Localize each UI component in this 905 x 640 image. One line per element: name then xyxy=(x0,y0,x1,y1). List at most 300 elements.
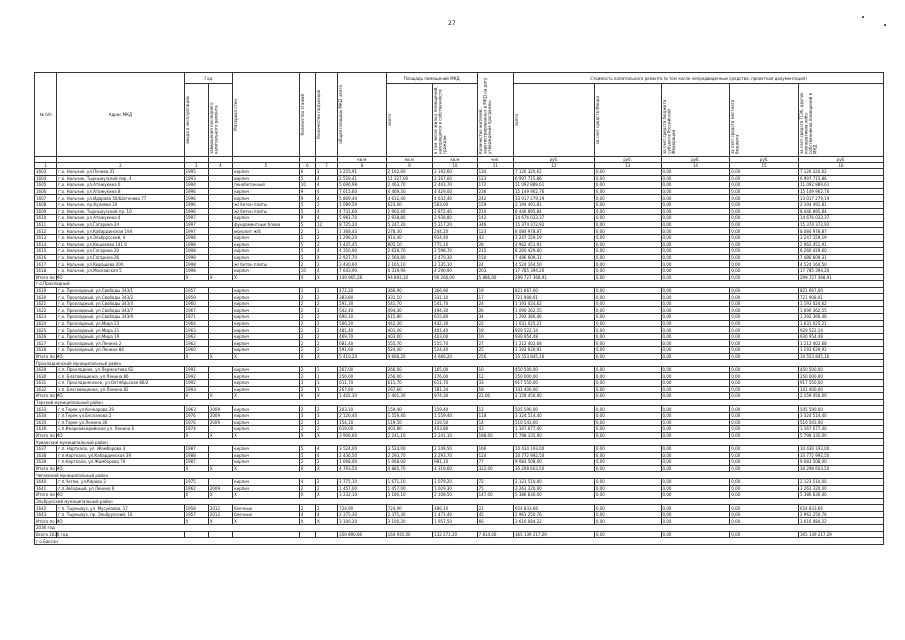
table-cell: 322,00 xyxy=(477,465,513,472)
table-cell: 2 192,60 xyxy=(386,169,432,176)
table-cell: 4 xyxy=(315,215,337,222)
table-cell: 2 167,00 xyxy=(433,175,477,182)
table-cell: 3 524,00 xyxy=(338,445,387,452)
table-cell: 1 368,43 xyxy=(338,228,387,235)
table-cell: 0,00 xyxy=(594,175,661,182)
table-cell: 1957 xyxy=(184,287,208,294)
table-cell: 1639 xyxy=(35,459,57,466)
table-cell: 0,00 xyxy=(661,419,730,426)
table-cell: 1607 xyxy=(35,195,57,202)
section-header-row xyxy=(35,538,884,545)
table-cell: 0,00 xyxy=(661,380,730,387)
table-cell: 611,70 xyxy=(386,380,432,387)
table-cell: 1 193 024,62 xyxy=(798,300,883,307)
table-cell: 0,00 xyxy=(594,373,661,380)
table-cell: X xyxy=(299,465,315,472)
table-cell: г.о. Прохладный, ул.Свободы 343/1 xyxy=(57,287,184,294)
table-cell: 2009 xyxy=(208,406,232,413)
table-cell xyxy=(299,531,315,538)
table-cell: 1 425,45 xyxy=(338,241,387,248)
table-cell: блочные xyxy=(233,511,300,518)
table-cell: 11 092 889,61 xyxy=(514,182,595,189)
table-cell: кирпич xyxy=(233,314,300,321)
table-cell: 1613 xyxy=(35,234,57,241)
table-cell: 0,00 xyxy=(730,406,799,413)
table-cell: 4 429,00 xyxy=(433,188,477,195)
table-cell: г.о. Нальчик, ул.Атажукина 4 xyxy=(57,215,184,222)
header-total-area: общая площадь МКД, всего xyxy=(338,85,344,144)
table-cell: 450 500,00 xyxy=(798,366,883,373)
table-cell: X xyxy=(184,492,208,499)
table-cell: 403,80 xyxy=(386,426,432,433)
table-row xyxy=(35,228,884,235)
table-cell: 0,00 xyxy=(594,353,661,360)
table-cell: 2 xyxy=(299,287,315,294)
table-cell: 299 727 368,91 xyxy=(798,274,883,281)
table-cell: 2 436,50 xyxy=(338,452,387,459)
table-cell: X xyxy=(299,393,315,400)
table-cell: 210 xyxy=(477,208,513,215)
table-cell: 0,00 xyxy=(730,366,799,373)
table-cell: 119,50 xyxy=(433,419,477,426)
table-cell: 15 149 962,76 xyxy=(798,188,883,195)
table-cell: 0,00 xyxy=(594,294,661,301)
table-cell: 0,00 xyxy=(661,188,730,195)
table-cell: 4 290,90 xyxy=(433,267,477,274)
table-cell: 33 xyxy=(477,380,513,387)
table-cell: г.о. Нальчик, ул.Московская 5 xyxy=(57,267,184,274)
header-cost-regional: за счет средств бюджета субъекта Российской Федерации xyxy=(661,99,676,154)
table-cell: 0,00 xyxy=(661,267,730,274)
table-cell: 15 374 372,92 xyxy=(514,221,595,228)
table-cell: г.о. Прохладный, ул.Мира 23 xyxy=(57,320,184,327)
table-cell: 5 xyxy=(299,221,315,228)
header-cost-owners: за счет средств ТСЖ, других кооперативов либо собственников помещений в МКД xyxy=(798,92,818,154)
table-row xyxy=(35,287,884,294)
table-cell: 2 470,30 xyxy=(433,254,477,261)
table-cell: X xyxy=(315,492,337,499)
table-cell: 2 403,70 xyxy=(386,182,432,189)
table-cell: 1 457,00 xyxy=(386,485,432,492)
table-cell: 0,00 xyxy=(730,373,799,380)
table-row xyxy=(35,320,884,327)
table-cell xyxy=(208,294,232,301)
table-cell: 7 643,90 xyxy=(338,267,387,274)
section-header-row xyxy=(35,399,884,406)
table-cell: 2 xyxy=(315,300,337,307)
table-cell xyxy=(208,366,232,373)
table-cell: 1998 xyxy=(184,248,208,255)
table-cell: 0,00 xyxy=(730,300,799,307)
table-cell: X xyxy=(208,274,232,281)
table-cell: 75 xyxy=(477,485,513,492)
table-cell xyxy=(315,531,337,538)
table-cell: 0,00 xyxy=(594,380,661,387)
table-cell xyxy=(57,274,184,281)
column-index-cell: 3 xyxy=(184,163,208,169)
table-cell: 2 123 510,00 xyxy=(514,478,595,485)
table-cell: 0,00 xyxy=(730,287,799,294)
table-cell: 5 xyxy=(299,208,315,215)
table-cell: 9 083 508,00 xyxy=(514,459,595,466)
table-row xyxy=(35,267,884,274)
table-cell: 0,00 xyxy=(594,221,661,228)
table-cell: 94 893,10 xyxy=(386,274,432,281)
table-cell: 1604 xyxy=(35,175,57,182)
table-cell: 1 031 025,21 xyxy=(514,320,595,327)
table-cell: 1 402,30 xyxy=(338,393,387,400)
table-row xyxy=(35,201,884,208)
page-number: 27 xyxy=(448,20,456,27)
table-cell: 1642 xyxy=(35,505,57,512)
table-cell: 1 193 629,91 xyxy=(798,347,883,354)
table-cell: 0,00 xyxy=(594,307,661,314)
table-cell: кирпич xyxy=(233,169,300,176)
table-cell: 2 194 491,81 xyxy=(514,201,595,208)
table-cell: 0,00 xyxy=(594,432,661,439)
table-cell: г.п. Тырныауз, пр. Эльбрусский, 16 xyxy=(57,511,184,518)
table-cell: 0,00 xyxy=(594,492,661,499)
subtotal-row xyxy=(35,465,884,472)
subtotal-row xyxy=(35,492,884,499)
table-cell: 263 xyxy=(477,267,513,274)
table-cell: 2 xyxy=(299,314,315,321)
table-cell: 0,00 xyxy=(594,228,661,235)
unit-cell: руб. xyxy=(661,157,730,163)
table-cell: г.о. Нальчик, ул.Кешокова 141 б xyxy=(57,241,184,248)
table-cell: 0,00 xyxy=(661,201,730,208)
section-title: Прохладненский муниципальный район xyxy=(35,360,884,367)
table-cell xyxy=(208,201,232,208)
table-cell: ж/ бетон плиты xyxy=(233,201,300,208)
table-cell: 1963 xyxy=(184,327,208,334)
table-cell: 0,00 xyxy=(730,511,799,518)
table-cell: 331,10 xyxy=(433,294,477,301)
table-cell: 6 997 715,86 xyxy=(514,175,595,182)
table-cell: 2 375,30 xyxy=(338,511,387,518)
table-cell: 2 xyxy=(315,287,337,294)
table-cell: 0,00 xyxy=(594,333,661,340)
table-cell: 0,00 xyxy=(730,221,799,228)
table-cell xyxy=(208,175,232,182)
table-cell: 2 xyxy=(299,228,315,235)
table-cell: X xyxy=(184,432,208,439)
table-cell: 3 263 320,00 xyxy=(514,485,595,492)
table-cell: 821 667,00 xyxy=(514,287,595,294)
table-cell: 1998 xyxy=(184,267,208,274)
table-row xyxy=(35,459,884,466)
table-cell: 346 xyxy=(477,221,513,228)
table-cell: 775,10 xyxy=(433,241,477,248)
table-cell: 1 xyxy=(315,373,337,380)
table-cell: 0,00 xyxy=(594,426,661,433)
table-cell: 1 212 402,68 xyxy=(514,340,595,347)
table-cell: 403,00 xyxy=(386,333,432,340)
table-cell: 3 xyxy=(299,380,315,387)
table-row xyxy=(35,175,884,182)
table-cell: кирпич xyxy=(233,175,300,182)
table-cell: 24 xyxy=(477,300,513,307)
table-cell: 2 xyxy=(299,406,315,413)
table-cell: 0,00 xyxy=(594,419,661,426)
table-cell: Итого по МО xyxy=(36,466,63,472)
table-cell: 1631 xyxy=(35,380,57,387)
section-title: г.о.Баксан xyxy=(35,538,884,545)
table-cell xyxy=(208,314,232,321)
table-cell: 2009 xyxy=(208,412,232,419)
table-cell xyxy=(208,208,232,215)
table-cell: 132 271,20 xyxy=(433,531,477,538)
table-cell: 2 559,41 xyxy=(338,175,387,182)
table-cell: 2 xyxy=(299,261,315,268)
table-row xyxy=(35,182,884,189)
table-cell: г.о. Нальчик, ул.Атажукина 8 xyxy=(57,188,184,195)
table-cell: 4 524 164,50 xyxy=(514,261,595,268)
table-cell: 541,70 xyxy=(386,300,432,307)
table-cell: X xyxy=(184,353,208,360)
subtotal-row xyxy=(35,518,884,525)
table-cell: 1 167 677,40 xyxy=(798,426,883,433)
table-cell: 4 xyxy=(315,248,337,255)
table-cell: 18 xyxy=(477,386,513,393)
table-cell: кирпич xyxy=(233,333,300,340)
table-cell: г.п. Тырныауз, ул. Мусукаева, 17 xyxy=(57,505,184,512)
table-cell: 5 410,20 xyxy=(338,353,387,360)
table-cell: 149 965,28 xyxy=(338,274,387,281)
table-cell: 1959 xyxy=(184,294,208,301)
table-cell: 11 327,00 xyxy=(386,175,432,182)
table-cell: 4 632,40 xyxy=(386,195,432,202)
table-cell: 0,00 xyxy=(594,248,661,255)
column-index-cell: 8 xyxy=(338,163,387,169)
table-cell: X xyxy=(299,492,315,499)
table-cell: 2 xyxy=(315,459,337,466)
table-body xyxy=(35,169,884,545)
table-cell: 3 xyxy=(315,412,337,419)
table-cell: 4 632,40 xyxy=(433,195,477,202)
table-cell: X xyxy=(315,393,337,400)
table-cell: 90 266,00 xyxy=(433,274,477,281)
table-cell: 2 xyxy=(299,373,315,380)
table-cell: 510 543,00 xyxy=(514,419,595,426)
table-cell: кирпич xyxy=(233,445,300,452)
table-cell: 5 981,70 xyxy=(338,215,387,222)
table-cell: г.о. Прохладный, ул.Мира 21 xyxy=(57,327,184,334)
capital-repair-table xyxy=(34,72,884,545)
table-cell: кирпич xyxy=(233,254,300,261)
table-cell: 0,00 xyxy=(730,459,799,466)
table-cell: 555,70 xyxy=(433,340,477,347)
table-cell: 403,00 xyxy=(433,333,477,340)
table-cell: 19 xyxy=(477,333,513,340)
table-cell: 583,00 xyxy=(433,201,477,208)
table-cell: 1 193 024,62 xyxy=(514,300,595,307)
table-cell: 8 446 895,84 xyxy=(798,208,883,215)
table-cell: 27 xyxy=(477,340,513,347)
column-index-cell: 6 xyxy=(299,163,315,169)
table-cell: 2 xyxy=(315,505,337,512)
table-cell: X xyxy=(208,432,232,439)
table-cell: 1996 xyxy=(184,208,208,215)
table-cell: 0,00 xyxy=(730,294,799,301)
table-cell: 2 126,40 xyxy=(338,412,387,419)
table-cell: 1976 xyxy=(184,419,208,426)
table-cell: 0,00 xyxy=(730,307,799,314)
table-cell: г.п.Чегем, ул.Кярова 2 xyxy=(57,478,184,485)
table-cell: 1 089,59 xyxy=(338,201,387,208)
table-cell: 256 xyxy=(477,353,513,360)
table-cell: 0,00 xyxy=(594,465,661,472)
table-cell: 30 298 603,50 xyxy=(514,465,595,472)
unit-cell: руб. xyxy=(514,157,595,163)
table-cell: 2 192,60 xyxy=(433,169,477,176)
header-year-group: Год xyxy=(184,73,233,84)
table-cell: 0,00 xyxy=(730,201,799,208)
header-residents: Количество жителей, зарегистрированных в МКД на дату утверждения программы xyxy=(477,77,492,154)
table-cell: 0,00 xyxy=(661,426,730,433)
table-cell: 0,00 xyxy=(730,445,799,452)
table-cell: 1998 xyxy=(184,241,208,248)
table-cell: г.о. Нальчик, ул.Эльбрусский, 4 xyxy=(57,234,184,241)
table-cell: 2 xyxy=(299,327,315,334)
table-cell: 2 xyxy=(299,320,315,327)
table-cell: 2 165,10 xyxy=(386,261,432,268)
table-cell: 494,30 xyxy=(433,307,477,314)
table-cell: 2 xyxy=(315,327,337,334)
table-cell: 1624 xyxy=(35,320,57,327)
table-cell: 1618 xyxy=(35,267,57,274)
table-cell: 1994 xyxy=(184,182,208,189)
unit-cell: кв.м xyxy=(338,157,387,163)
section-header-row xyxy=(35,281,884,288)
table-cell: 5 xyxy=(299,175,315,182)
table-cell: Итого по МО xyxy=(36,393,63,399)
table-cell: 2 xyxy=(299,459,315,466)
table-cell: 1616 xyxy=(35,254,57,261)
table-cell: 5 xyxy=(299,201,315,208)
table-cell: 1632 xyxy=(35,386,57,393)
table-cell: 17 xyxy=(477,294,513,301)
table-cell: 805,10 xyxy=(386,241,432,248)
table-cell: 0,00 xyxy=(594,208,661,215)
table-cell: 0,00 xyxy=(661,307,730,314)
table-cell: 690,10 xyxy=(338,314,387,321)
subtotal-row xyxy=(35,432,884,439)
table-cell: 244,20 xyxy=(433,228,477,235)
table-cell: 2 598,70 xyxy=(433,248,477,255)
table-cell: 0,00 xyxy=(661,366,730,373)
table-cell: 1960 xyxy=(184,300,208,307)
table-cell: 9 083 508,00 xyxy=(798,459,883,466)
table-cell: 2 xyxy=(299,294,315,301)
table-cell: 13 017 279,19 xyxy=(798,195,883,202)
table-cell: 176,00 xyxy=(433,373,477,380)
table-cell: 2 xyxy=(299,366,315,373)
table-cell xyxy=(57,492,184,499)
table-cell: 917 550,00 xyxy=(514,380,595,387)
table-cell: кирпич xyxy=(233,452,300,459)
table-cell: 1619 xyxy=(35,287,57,294)
table-cell: 0,00 xyxy=(594,347,661,354)
table-cell xyxy=(208,373,232,380)
table-cell: 401,40 xyxy=(433,327,477,334)
table-cell xyxy=(208,182,232,189)
table-cell: 505 590,00 xyxy=(514,406,595,413)
table-cell: 1634 xyxy=(35,412,57,419)
table-cell: пенобетонный xyxy=(233,182,300,189)
table-cell: 0,00 xyxy=(730,234,799,241)
table-cell: 0,00 xyxy=(661,195,730,202)
table-cell: 2012 xyxy=(208,505,232,512)
table-cell: г.о. Нальчик, Тырныаузский пер. 4 xyxy=(57,175,184,182)
table-row xyxy=(35,188,884,195)
table-cell: 7 015,60 xyxy=(338,188,387,195)
subtotal-row xyxy=(35,393,884,400)
table-cell: 0,00 xyxy=(594,511,661,518)
table-cell: 0,00 xyxy=(661,353,730,360)
table-cell: 3 616 084,22 xyxy=(798,518,883,525)
table-cell: 4 469,30 xyxy=(386,188,432,195)
table-cell: 10 xyxy=(299,267,315,274)
table-cell: 4 xyxy=(315,267,337,274)
table-cell: X xyxy=(233,465,300,472)
table-cell: 524,40 xyxy=(386,347,432,354)
table-cell: 10 430 193,00 xyxy=(514,445,595,452)
table-cell: 250 000,00 xyxy=(798,373,883,380)
table-cell: 8 260 429,60 xyxy=(514,248,595,255)
table-cell: 1 292 366,46 xyxy=(798,314,883,321)
table-row xyxy=(35,347,884,354)
table-cell: с.п. Прохладненское, ул.Октябрьская 86/2 xyxy=(57,380,184,387)
table-cell: 17 785 394,20 xyxy=(514,267,595,274)
table-cell: 0,00 xyxy=(730,393,799,400)
header-year-last-repair: завершения последнего капитального ремонта xyxy=(208,102,219,154)
unit-cell: руб. xyxy=(730,157,799,163)
unit-cell: руб. xyxy=(594,157,661,163)
table-cell: 0,00 xyxy=(661,320,730,327)
table-cell: 123 xyxy=(477,228,513,235)
table-cell: 3 906,60 xyxy=(338,432,387,439)
table-cell: 2 xyxy=(315,333,337,340)
table-cell: 0,00 xyxy=(661,248,730,255)
table-cell: 1987 xyxy=(184,445,208,452)
table-cell: 43 xyxy=(477,234,513,241)
table-cell: 123 xyxy=(477,175,513,182)
table-row xyxy=(35,248,884,255)
table-cell: 821 667,00 xyxy=(798,287,883,294)
table-cell: 0,00 xyxy=(730,478,799,485)
table-cell: 469,70 xyxy=(338,333,387,340)
table-cell: 2 938,80 xyxy=(386,215,432,222)
table-cell: г.п. Нарткала, ул. Жамборова 3 xyxy=(57,445,184,452)
table-cell: 366,90 xyxy=(386,287,432,294)
table-cell: 267,00 xyxy=(338,366,387,373)
table-row xyxy=(35,307,884,314)
table-cell: 2 249,50 xyxy=(433,445,477,452)
column-index-cell: 10 xyxy=(433,163,477,169)
table-cell: 2 xyxy=(315,307,337,314)
table-cell: 0,00 xyxy=(594,314,661,321)
table-cell: 0,00 xyxy=(594,287,661,294)
table-row xyxy=(35,511,884,518)
table-cell: 0,00 xyxy=(661,261,730,268)
table-cell: 1962 xyxy=(184,485,208,492)
table-cell xyxy=(208,195,232,202)
table-cell: 7 814,00 xyxy=(477,531,513,538)
table-cell: 1976 xyxy=(184,412,208,419)
table-cell: 442,30 xyxy=(386,320,432,327)
table-cell: 159,40 xyxy=(433,406,477,413)
